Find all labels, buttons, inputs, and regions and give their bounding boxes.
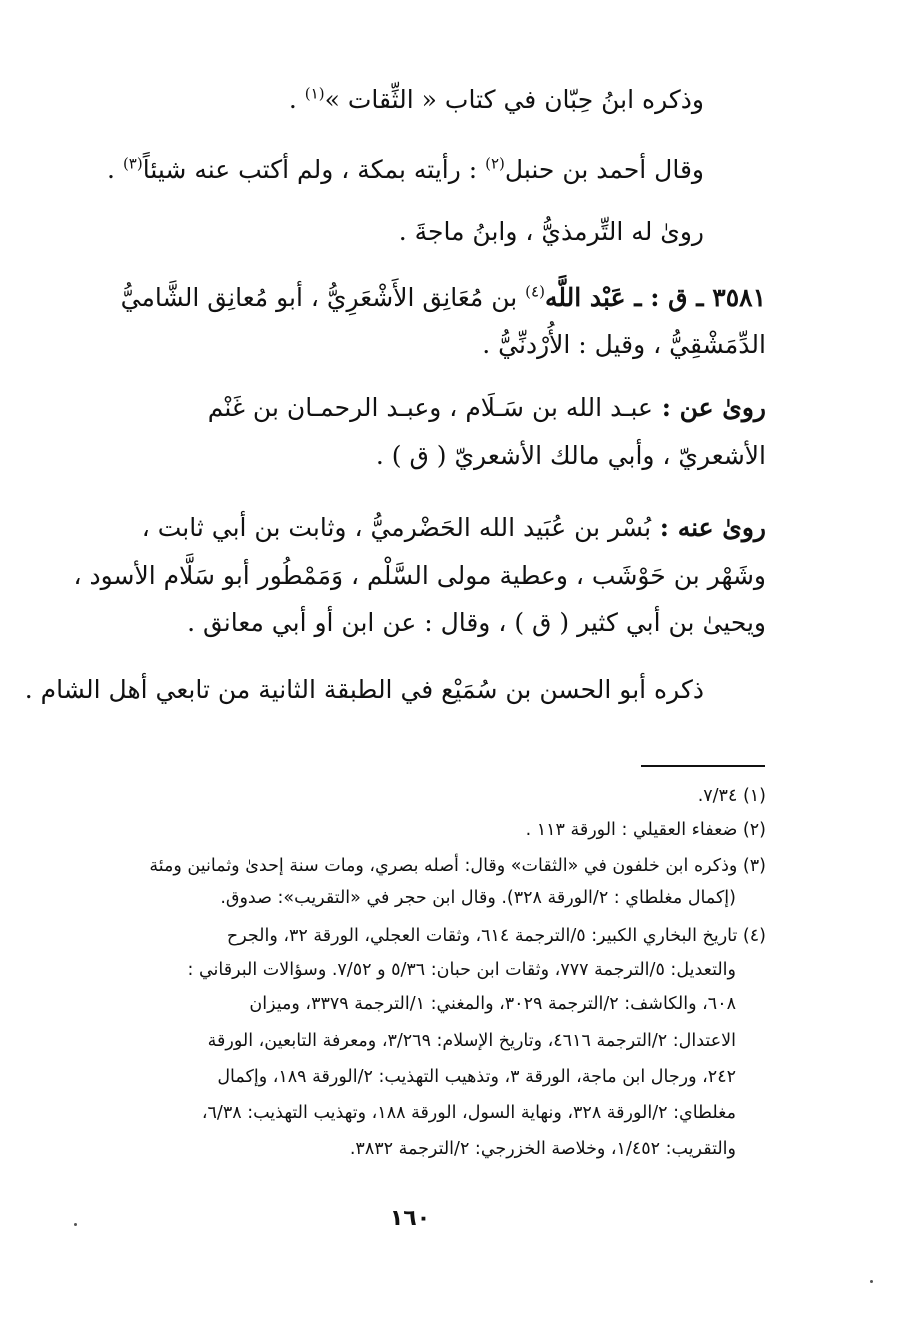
rawa-anhu-line1 [142, 508, 766, 548]
footnote-4-line5: ٢٤٢، ورجال ابن ماجة، الورقة ٣، وتذهيب التهذيب: ٢/الورقة ١٨٩، وإكمال [217, 1067, 736, 1087]
paragraph-tirmidhi: روىٰ له التِّرمذيُّ ، وابنُ ماجةَ . [398, 217, 704, 246]
rawa-anhu-text1: بُسْر بن عُبَيد الله الحَضْرميُّ ، وثابت بن أبي ثابت ، [141, 513, 652, 542]
rawa-an-line2: الأشعريّ ، وأبي مالك الأشعريّ ( ق ) . [375, 441, 766, 470]
paragraph-ibn-sumay: ذكره أبو الحسن بن سُمَيْع في الطبقة الثانية من تابعي أهل الشام . [24, 675, 704, 704]
footnote-4-line7: والتقريب: ١/٤٥٢، وخلاصة الخزرجي: ٢/الترجمة ٣٨٣٢. [349, 1139, 736, 1159]
entry-heading-line1 [121, 278, 766, 318]
footnote-4-line3: ٦٠٨، والكاشف: ٢/الترجمة ٣٠٢٩، والمغني: ١/الترجمة ٣٣٧٩، وميزان [249, 994, 736, 1014]
ahmad-end: . [107, 155, 123, 184]
rawa-anhu-line2: وشَهْر بن حَوْشَب ، وعطية مولى السَّلْم ، وَمَمْطُور أبو سَلَّام الأسود ، [73, 561, 766, 590]
scan-speck [870, 1280, 873, 1283]
footnote-4-line4: الاعتدال: ٢/الترجمة ٤٦١٦، وتاريخ الإسلام: ٣/٢٦٩، ومعرفة التابعين، الورقة [207, 1031, 736, 1051]
footnote-ref-3: (٣) [122, 154, 143, 173]
page-number: ١٦٠ [389, 1206, 431, 1231]
rawa-an-line1 [208, 388, 766, 428]
entry-number: ٣٥٨١ ـ ق : ـ [625, 283, 766, 312]
footnote-3-line2: (إكمال مغلطاي : ٢/الورقة ٣٢٨). وقال ابن حجر في «التقريب»: صدوق. [220, 888, 736, 908]
footnote-divider [641, 765, 765, 767]
footnote-ref-2: (٢) [485, 154, 505, 173]
scan-speck [74, 1223, 77, 1226]
footnote-ref-1: (١) [304, 84, 325, 103]
rawa-an-text1: عبـد الله بن سَـلَام ، وعبـد الرحمـان بن غَنْم [207, 393, 653, 422]
footnote-1: (١) ٧/٣٤. [697, 786, 766, 806]
footnote-3-line1: (٣) وذكره ابن خلفون في «الثقات» وقال: أصله بصري، ومات سنة إحدىٰ وثمانين ومئة [149, 856, 766, 876]
ahmad-text-b: : رأيته بمكة ، ولم أكتب عنه شيئاً [142, 155, 486, 184]
paragraph-ahmad [107, 150, 704, 190]
footnote-4-line6: مغلطاي: ٢/الورقة ٣٢٨، ونهاية السول، الورقة ١٨٨، وتهذيب التهذيب: ٦/٣٨، [201, 1103, 736, 1123]
footnote-4-line2: والتعديل: ٥/الترجمة ٧٧٧، وثقات ابن حبان: ٥/٣٦ و ٧/٥٢. وسؤالات البرقاني : [187, 960, 736, 980]
paragraph-ibn-hibban [289, 80, 704, 120]
ibn-hibban-text: وذكره ابنُ حِبّان في كتاب « الثِّقات » [324, 85, 704, 114]
ahmad-text-a: وقال أحمد بن حنبل [504, 155, 704, 184]
footnote-4-line1: (٤) تاريخ البخاري الكبير: ٥/الترجمة ٦١٤، وثقات العجلي، الورقة ٣٢، والجرح [226, 926, 766, 946]
ibn-hibban-end: . [288, 85, 305, 114]
rawa-an-label: روىٰ عن : [652, 393, 766, 422]
footnote-2: (٢) ضعفاء العقيلي : الورقة ١١٣ . [525, 820, 766, 840]
rawa-anhu-label: روىٰ عنه : [651, 513, 766, 542]
entry-name: عَبْد اللَّه [544, 283, 626, 312]
entry-line1-rest: بن مُعَانِق الأَشْعَرِيُّ ، أبو مُعانِق الشَّاميُّ [120, 283, 526, 312]
footnote-ref-4: (٤) [525, 282, 545, 301]
rawa-anhu-line3: ويحيىٰ بن أبي كثير ( ق ) ، وقال : عن ابن أو أبي معانق . [187, 608, 766, 637]
entry-heading-line2: الدِّمَشْقِيُّ ، وقيل : الأُرْدنِّيُّ . [482, 330, 766, 359]
